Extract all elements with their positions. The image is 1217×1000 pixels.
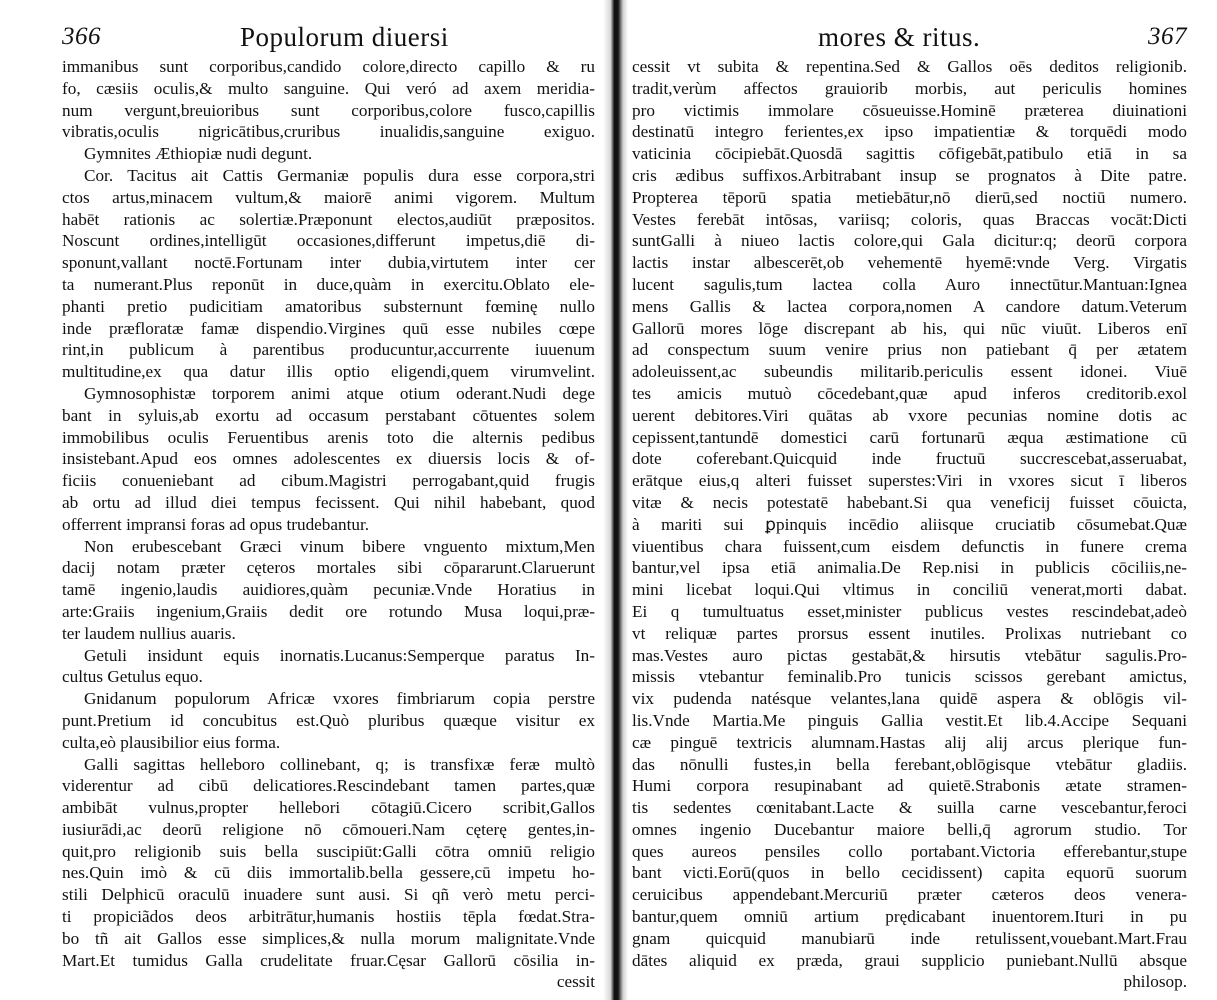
left-page-text <box>62 56 595 993</box>
text-line: ad conspectum suum venire prius non patiebant q̄ per ætatem <box>632 340 1187 360</box>
text-line: Ei q tumultuatus esset,minister publicus vestes rescindebat,adeò <box>632 601 1187 621</box>
text-line: immobilibus oculis Feruentibus arenis toto die alternis pedibus <box>62 427 595 447</box>
text-line: ab ortu ad illud diei tempus fecissent. Qui nihil habebant, quod <box>62 492 595 512</box>
page-number-left: 366 <box>62 23 101 50</box>
text-line: ceruicibus appendebant.Mercuriū præter cæteros deos venera- <box>632 885 1187 905</box>
text-line: dote coferebant.Quicquid inde fructuū succrescebat,asseruabat, <box>632 449 1187 469</box>
text-line: tamē ingenio,laudis auidiores,quàm pecuniæ.Vnde Horatius in <box>62 580 595 600</box>
text-line: das nōnulli fustes,in bella ferebant,oblōgisque vtebātur gladiis. <box>632 754 1187 774</box>
text-line: tradit,verùm affectos grauiorib morbis, aut periculis homines <box>632 78 1187 98</box>
text-line: viuentibus chara fuissent,cum eisdem defunctis in funere crema <box>632 536 1187 556</box>
text-line: arte:Graiis ingenium,Graiis dedit ore rotundo Musa loqui,præ- <box>62 601 595 621</box>
text-line: multitudine,ex qua datur illis optio eligendi,quem virumvelint. <box>62 362 595 382</box>
text-line: omnes ingenio Ducebantur maiore belli,q̄ agrorum studio. Tor <box>632 819 1187 839</box>
left-page-header <box>62 18 595 56</box>
text-line: bo tñ ait Gallos esse simplices,& nulla morum malignitate.Vnde <box>62 928 595 948</box>
text-line: sponunt,vallant noctē.Fortunam inter dubia,virtutem inter cer <box>62 253 595 273</box>
text-line: Gnidanum populorum Africæ vxores fimbriarum copia perstre <box>84 689 595 709</box>
text-line: immanibus sunt corporibus,candido colore,directo capillo & ru <box>62 57 595 76</box>
text-line: culta,eò plausibilior eius forma. <box>62 732 281 752</box>
running-head-right: mores & ritus. <box>818 22 981 52</box>
text-line: num vergunt,breuioribus sunt corporibus,colore fusco,capillis <box>62 100 595 120</box>
text-line: Gallorū mores lōge discrepant ab his, qui nūc viuūt. Liberos enī <box>632 318 1187 338</box>
right-page <box>628 0 1217 1000</box>
text-line: rint,in publicum à parentibus producuntur,accurrente iuuenum <box>62 340 595 360</box>
text-line: Cor. Tacitus ait Cattis Germaniæ populis dura esse corpora,stri <box>84 165 595 185</box>
text-line: bantur,quem omniū artium prędicabant inuentorem.Ituri in pu <box>632 907 1187 927</box>
text-line: vitæ & necis potestatē habebant.Si qua veneficij fuisset cōuicta, <box>632 492 1187 512</box>
text-line: Gymnites Æthiopiæ nudi degunt. <box>84 144 313 164</box>
text-line: cris ædibus suffixos.Arbitrabant insup se prognatos à Dite patre. <box>632 165 1187 185</box>
text-line: Humi corpora resupinabant ad quietē.Strabonis ætate stramen- <box>632 776 1187 796</box>
text-line: Non erubescebant Græci vinum bibere vnguento mixtum,Men <box>84 536 595 556</box>
text-line: habēt rationis ac solertiæ.Præponunt electos,audiūt præpositos. <box>62 209 595 229</box>
text-line: quit,pro religionib suis bella suscipiūt:Galli cōtra omniū religio <box>62 841 595 861</box>
text-line: cessit vt subita & repentina.Sed & Gallos oēs deditos religionib. <box>632 57 1187 76</box>
text-line: bant victi.Eorū(quos in bello cecidissent) capita equorū suorum <box>632 863 1187 883</box>
running-head-left: Populorum diuersi <box>240 22 449 52</box>
text-line: lactis instar albescerēt,ob vehementē hyemē:vnde Verg. Virgatis <box>632 253 1187 273</box>
text-line: cæ pinguē textricis alumnam.Hastas alij alij arcus plerique fun- <box>632 732 1187 752</box>
text-line: ter laudem nullius auaris. <box>62 623 236 643</box>
text-line: viderentur ad cibū delicatiores.Rescindebant tamen partes,quæ <box>62 776 595 796</box>
text-line: vaticinia cōcipiebāt.Quosdā sagittis cōfigebāt,patibulo etiā in sa <box>632 144 1187 164</box>
text-line: adoleuissent,ac subeundis militarib.periculis essent idonei. Viuē <box>632 362 1187 382</box>
left-page <box>0 0 603 1000</box>
text-line: inde præfloratæ famæ dispendio.Virgines quū esse nubiles cœpe <box>62 318 595 338</box>
text-line: ti propiciãdos deos arbitrātur,humanis hostiis tēpla fœdat.Stra- <box>62 907 595 927</box>
text-line: fo, cæsiis oculis,& multo sanguine. Qui veró ad axem meridia- <box>62 78 595 98</box>
right-page-text <box>632 56 1187 993</box>
text-line: mas.Vestes auro pictas gestabāt,& hirsutis vtebātur sagulis.Pro- <box>632 645 1187 665</box>
text-line: à mariti sui ꝑpinquis incēdio aliisque cruciatib cōsumebat.Quæ <box>632 514 1187 534</box>
text-line: vt reliquæ partes prorsus essent inutiles. Prolixas nutriebant co <box>632 623 1187 643</box>
text-line: punt.Pretium id concubitus est.Quò pluribus quæque visitur ex <box>62 710 595 730</box>
text-line: ficiis conueniebant ad cibum.Magistri perrogabant,quid frugis <box>62 471 595 491</box>
text-line: dātes aliquid ex præda, graui supplicio puniebant.Nullū absque <box>632 950 1187 970</box>
text-line: gnam quicquid manubiarū inde retulissent,vouebant.Mart.Frau <box>632 928 1187 948</box>
text-line: mens Gallis & lactea corpora,nomen A candore datum.Veterum <box>632 296 1187 316</box>
text-line: philosop. <box>1123 972 1187 992</box>
text-line: uerent debitores.Viri quātas ab vxore pecunias nomine dotis ac <box>632 405 1187 425</box>
text-line: vibratis,oculis nigricātibus,cruribus inualidis,sanguine exiguo. <box>62 122 595 142</box>
text-line: erātque eius,q alteri fuisset superstes:Viri in vxores sicut ī liberos <box>632 471 1187 491</box>
text-line: suntGalli à niueo lactis colore,qui Gala dicitur:q; deorū corpora <box>632 231 1187 251</box>
text-line: ta numerant.Plus reponūt in duce,quàm in exercitu.Oblato ele- <box>62 274 595 294</box>
text-line: lis.Vnde Martia.Me pinguis Gallia vestit.Et lib.4.Accipe Sequani <box>632 710 1187 730</box>
text-line: lucent sagulis,tum lactea colla Auro innectūtur.Mantuan:Ignea <box>632 274 1187 294</box>
text-line: destinatū integro ferientes,ex ipso impatientiæ & torquēdi modo <box>632 122 1187 142</box>
text-line: tes amicis mutuò cōcedebant,quæ apud inferos creditorib.exol <box>632 383 1187 403</box>
text-line: ques aureos pensiles collo portabant.Victoria efferebantur,stupe <box>632 841 1187 861</box>
text-line: cessit <box>556 972 595 992</box>
text-line: insistebant.Apud eos omnes adolescentes ex diuersis locis & of- <box>62 449 595 469</box>
text-line: Getuli insidunt equis inornatis.Lucanus:Semperque paratus In- <box>84 645 595 665</box>
text-line: pro victimis immolare cōsueuisse.Hominē præterea diuinationi <box>632 100 1187 120</box>
text-line: ambibāt vulnus,propter hellebori cōtagiū.Cicero scribit,Gallos <box>62 798 595 818</box>
text-line: phanti pretio pudicitiam amatoribus substernunt fœminę nullo <box>62 296 595 316</box>
text-line: dacij notam præter cęteros mortales sibi cōpararunt.Claruerunt <box>62 558 595 578</box>
text-line: ctos artus,minacem vultum,& maiorē animi vigorem. Multum <box>62 187 595 207</box>
text-line: iusiurādi,ac deorū religione nō cōmoueri.Nam cęterę gentes,in- <box>62 819 595 839</box>
text-line: stili Delphicū oraculū inuadere sunt ausi. Si qñ verò metu perci- <box>62 885 595 905</box>
text-line: Galli sagittas helleboro collinebant, q; is transfixæ feræ multò <box>84 754 595 774</box>
text-line: nes.Quin imò & cū diis immortalib.bella gessere,cū impetu ho- <box>62 863 595 883</box>
text-line: tis sedentes cœnitabant.Lacte & suilla carne vescebantur,feroci <box>632 798 1187 818</box>
text-line: Mart.Et tumidus Galla crudelitate fruar.Cęsar Gallorū cōsilia in- <box>62 950 595 970</box>
text-line: Propterea tēporū spatia metiebātur,nō dierū,sed noctiū numero. <box>632 187 1187 207</box>
text-line: Vestes ferebāt intōsas, variisq; coloris, quas Braccas vocāt:Dicti <box>632 209 1187 229</box>
right-page-header <box>632 18 1187 56</box>
text-line: bantur,vel ipsa etiā animalia.De Rep.nisi in publicis cōciliis,ne- <box>632 558 1187 578</box>
text-line: cultus Getulus equo. <box>62 667 203 687</box>
text-line: missis vtebantur feminalib.Pro tunicis scissos gerebant amictus, <box>632 667 1187 687</box>
text-line: mini licebat loqui.Qui vltimus in conciliū venerat,morti dabat. <box>632 580 1187 600</box>
text-line: bant in syluis,ab exortu ad occasum perstabant cōtuentes solem <box>62 405 595 425</box>
text-line: cepissent,tantundē domestici carū fortunarū æqua æstimatione cū <box>632 427 1187 447</box>
text-line: vix pudenda natésque velantes,lana quidē aspera & oblōgis vil- <box>632 689 1187 709</box>
book-gutter <box>603 0 628 1000</box>
text-line: Noscunt ordines,intelligūt occasiones,differunt impetus,diē di- <box>62 231 595 251</box>
text-line: offerrent impransi foras ad opus trudebantur. <box>62 514 370 534</box>
text-line: Gymnosophistæ torporem animi atque otium oderant.Nudi dege <box>84 383 595 403</box>
page-number-right: 367 <box>1148 23 1187 50</box>
